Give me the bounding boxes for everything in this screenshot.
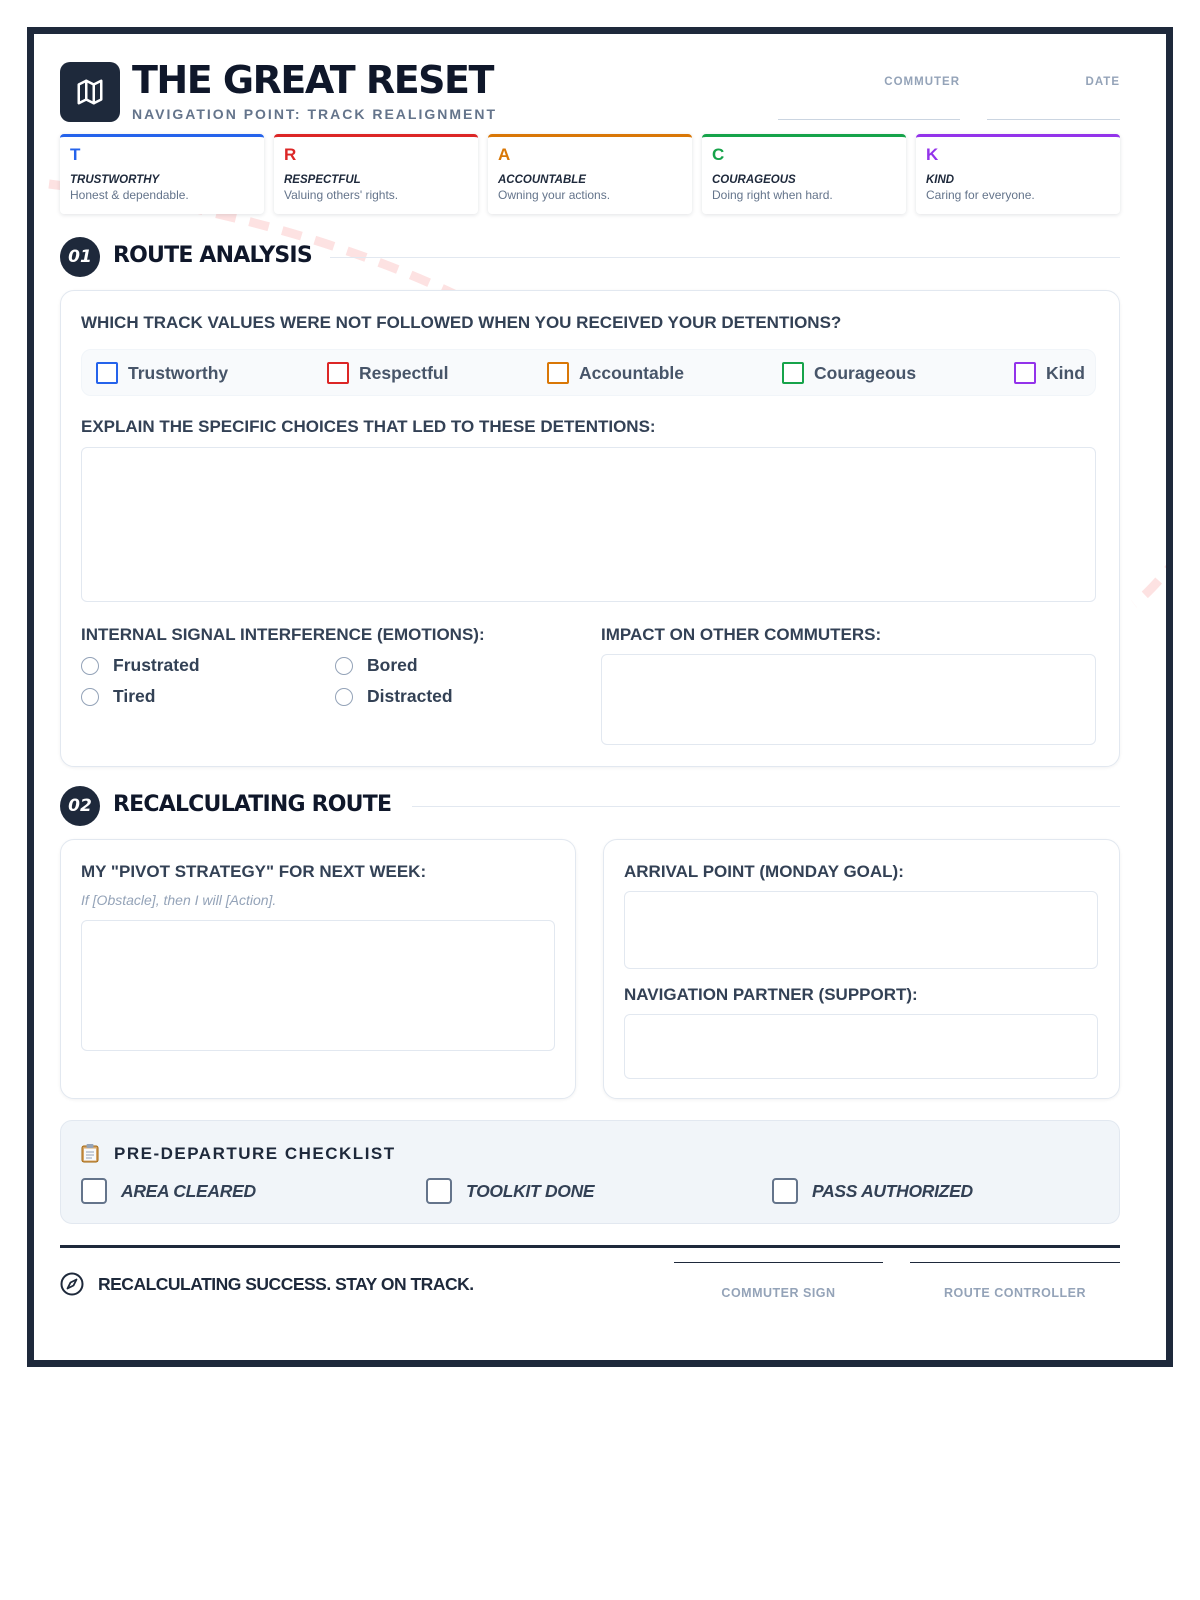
value-name: TRUSTWORTHY — [70, 174, 160, 186]
checkbox-square[interactable] — [782, 362, 804, 384]
section-number: 01 — [60, 237, 100, 277]
arrival-input[interactable] — [624, 891, 1098, 969]
explain-label: EXPLAIN THE SPECIFIC CHOICES THAT LED TO THESE DETENTIONS: — [81, 417, 656, 436]
radio-circle[interactable] — [335, 688, 353, 706]
radio-label: Frustrated — [113, 655, 200, 675]
page-subtitle: NAVIGATION POINT: TRACK REALIGNMENT — [132, 106, 498, 122]
route-analysis-panel — [60, 290, 1120, 767]
value-description: Owning your actions. — [498, 188, 611, 202]
checkbox-square[interactable] — [547, 362, 569, 384]
value-letter: A — [498, 145, 511, 164]
value-name: KIND — [926, 174, 955, 186]
pivot-strategy-panel — [60, 839, 576, 1099]
section-title: ROUTE ANALYSIS — [113, 243, 312, 268]
value-name: ACCOUNTABLE — [498, 174, 586, 186]
worksheet-sheet — [27, 27, 1173, 1367]
compass-icon — [60, 1272, 84, 1296]
checkbox-label: Courageous — [814, 362, 917, 383]
footer-message: RECALCULATING SUCCESS. STAY ON TRACK. — [98, 1274, 474, 1294]
emotions-label: INTERNAL SIGNAL INTERFERENCE (EMOTIONS): — [81, 625, 485, 644]
value-letter: R — [284, 145, 297, 164]
clipboard-icon — [81, 1143, 99, 1163]
impact-textarea[interactable] — [601, 654, 1096, 745]
commuter-label: COMMUTER — [884, 76, 960, 88]
commuter-sign-label: COMMUTER SIGN — [721, 1286, 836, 1300]
value-letter: T — [70, 145, 81, 164]
values-checklist — [81, 349, 1096, 396]
checkbox-label: Kind — [1046, 362, 1085, 383]
value-card-kind — [916, 134, 1120, 214]
checkbox-accountable[interactable] — [547, 362, 684, 384]
value-description: Doing right when hard. — [712, 188, 833, 202]
pivot-hint: If [Obstacle], then I will [Action]. — [81, 892, 277, 908]
checkbox-square[interactable] — [772, 1178, 798, 1204]
value-description: Valuing others' rights. — [284, 188, 399, 202]
checkbox-square[interactable] — [1014, 362, 1036, 384]
checkbox-label: Accountable — [579, 362, 685, 383]
checkbox-kind[interactable] — [1014, 362, 1085, 384]
value-card-courageous — [702, 134, 906, 214]
goal-support-panel — [603, 839, 1120, 1099]
checkbox-label: Trustworthy — [128, 362, 229, 383]
radio-distracted[interactable] — [335, 686, 453, 707]
pivot-label: MY "PIVOT STRATEGY" FOR NEXT WEEK: — [81, 862, 427, 881]
section-divider — [330, 257, 1120, 258]
date-label: DATE — [1085, 76, 1120, 88]
pre-departure-checklist — [60, 1120, 1120, 1224]
route-controller-label: ROUTE CONTROLLER — [943, 1286, 1087, 1300]
section-number: 02 — [60, 786, 100, 826]
date-field[interactable] — [987, 119, 1120, 120]
radio-bored[interactable] — [335, 655, 418, 676]
radio-frustrated[interactable] — [81, 655, 200, 676]
checkbox-square[interactable] — [327, 362, 349, 384]
value-description: Caring for everyone. — [926, 188, 1035, 202]
value-letter: K — [926, 145, 939, 164]
checkbox-trustworthy[interactable] — [96, 362, 228, 384]
radio-circle[interactable] — [335, 657, 353, 675]
values-row — [60, 134, 1120, 214]
arrival-label: ARRIVAL POINT (MONDAY GOAL): — [624, 862, 904, 881]
checkbox-courageous[interactable] — [782, 362, 916, 384]
checkbox-label: Respectful — [359, 362, 449, 383]
checkbox-square[interactable] — [426, 1178, 452, 1204]
checklist-title: PRE-DEPARTURE CHECKLIST — [114, 1144, 396, 1163]
checklist-item-label: AREA CLEARED — [121, 1180, 256, 1201]
partner-label: NAVIGATION PARTNER (SUPPORT): — [624, 985, 918, 1004]
value-letter: C — [712, 145, 725, 164]
value-name: COURAGEOUS — [712, 174, 796, 186]
section-route-analysis-header — [60, 237, 1120, 277]
radio-label: Tired — [113, 686, 156, 706]
values-question: WHICH TRACK VALUES WERE NOT FOLLOWED WHEN YOU RECEIVED YOUR DETENTIONS? — [81, 313, 842, 332]
partner-input[interactable] — [624, 1014, 1098, 1079]
checklist-item-toolkit-done[interactable] — [426, 1178, 594, 1204]
impact-label: IMPACT ON OTHER COMMUTERS: — [601, 625, 882, 644]
section-divider — [412, 806, 1120, 807]
value-card-trustworthy — [60, 134, 264, 214]
value-name: RESPECTFUL — [284, 174, 361, 186]
checklist-item-area-cleared[interactable] — [81, 1178, 256, 1204]
value-card-respectful — [274, 134, 478, 214]
section-title: RECALCULATING ROUTE — [113, 792, 392, 817]
radio-label: Bored — [367, 655, 418, 675]
explain-textarea[interactable] — [81, 447, 1096, 602]
radio-circle[interactable] — [81, 688, 99, 706]
value-description: Honest & dependable. — [70, 188, 189, 202]
checkbox-respectful[interactable] — [327, 362, 448, 384]
checkbox-square[interactable] — [96, 362, 118, 384]
checklist-item-label: TOOLKIT DONE — [466, 1180, 595, 1201]
radio-label: Distracted — [367, 686, 453, 706]
checklist-item-label: PASS AUTHORIZED — [812, 1180, 973, 1201]
value-card-accountable — [488, 134, 692, 214]
section-recalculating-header — [60, 786, 1120, 826]
page-title: THE GREAT RESET — [132, 58, 493, 102]
commuter-field[interactable] — [778, 119, 960, 120]
map-icon — [60, 62, 120, 122]
checkbox-square[interactable] — [81, 1178, 107, 1204]
radio-tired[interactable] — [81, 686, 155, 707]
route-controller-signature-line[interactable] — [910, 1262, 1120, 1263]
commuter-signature-line[interactable] — [674, 1262, 883, 1263]
checklist-item-pass-authorized[interactable] — [772, 1178, 973, 1204]
pivot-textarea[interactable] — [81, 920, 555, 1051]
radio-circle[interactable] — [81, 657, 99, 675]
footer-divider — [60, 1245, 1120, 1248]
